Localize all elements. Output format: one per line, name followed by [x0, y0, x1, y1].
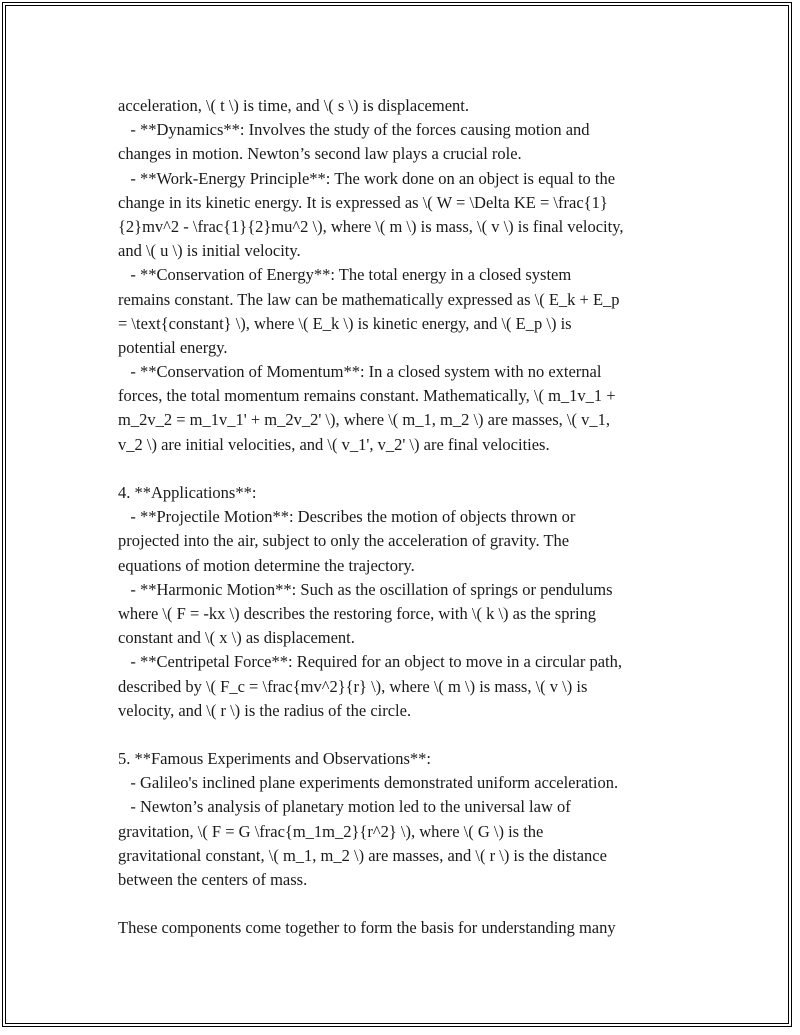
text-line: - **Harmonic Motion**: Such as the oscillation of springs or pendulums	[118, 579, 613, 599]
text-line: - Galileo's inclined plane experiments demonstrated uniform acceleration.	[118, 773, 619, 793]
text-line: and \( u \) is initial velocity.	[118, 241, 301, 261]
text-line: velocity, and \( r \) is the radius of the circle.	[118, 700, 412, 720]
text-line: between the centers of mass.	[118, 870, 308, 889]
text-line: - **Dynamics**: Involves the study of the forces causing motion and	[118, 120, 590, 140]
text-line: v_2 \) are initial velocities, and \( v_1', v_2' \) are final velocities.	[118, 434, 550, 454]
text-line: remains constant. The law can be mathematically expressed as \( E_k + E_p	[118, 289, 620, 309]
text-line: - **Projectile Motion**: Describes the motion of objects thrown or	[118, 507, 576, 527]
text-line: - **Work-Energy Principle**: The work done on an object is equal to the	[118, 168, 616, 188]
text-line: 5. **Famous Experiments and Observations**:	[118, 749, 432, 769]
blank-line	[118, 457, 693, 481]
text-line: change in its kinetic energy. It is expressed as \( W = \Delta KE = \frac{1}	[118, 192, 608, 212]
text-line: - Newton’s analysis of planetary motion led to the universal law of	[118, 797, 571, 817]
text-line: where \( F = -kx \) describes the restoring force, with \( k \) as the spring	[118, 603, 597, 623]
blank-line	[118, 892, 693, 916]
text-line: potential energy.	[118, 337, 228, 357]
text-line: projected into the air, subject to only the acceleration of gravity. The	[118, 531, 570, 551]
text-line: constant and \( x \) as displacement.	[118, 628, 355, 648]
text-line: 4. **Applications**:	[118, 483, 257, 502]
text-line: {2}mv^2 - \frac{1}{2}mu^2 \), where \( m \) is mass, \( v \) is final velocity,	[118, 216, 624, 236]
text-line: = \text{constant} \), where \( E_k \) is kinetic energy, and \( E_p \) is	[118, 313, 572, 333]
text-line: gravitational constant, \( m_1, m_2 \) are masses, and \( r \) is the distance	[118, 845, 607, 865]
document-body	[118, 94, 693, 941]
text-line: - **Centripetal Force**: Required for an object to move in a circular path,	[118, 652, 622, 672]
text-line: forces, the total momentum remains constant. Mathematically, \( m_1v_1 +	[118, 386, 616, 406]
text-line: changes in motion. Newton’s second law plays a crucial role.	[118, 144, 522, 164]
text-line: m_2v_2 = m_1v_1' + m_2v_2' \), where \( m_1, m_2 \) are masses, \( v_1,	[118, 410, 610, 430]
text-line: acceleration, \( t \) is time, and \( s \) is displacement.	[118, 96, 469, 115]
text-line: - **Conservation of Momentum**: In a closed system with no external	[118, 362, 602, 382]
text-line: equations of motion determine the trajectory.	[118, 555, 415, 575]
text-line: gravitation, \( F = G \frac{m_1m_2}{r^2} \), where \( G \) is the	[118, 821, 544, 841]
text-line: These components come together to form the basis for understanding many	[118, 918, 616, 938]
text-line: - **Conservation of Energy**: The total energy in a closed system	[118, 265, 572, 285]
text-line: described by \( F_c = \frac{mv^2}{r} \), where \( m \) is mass, \( v \) is	[118, 676, 588, 696]
blank-line	[118, 723, 693, 747]
